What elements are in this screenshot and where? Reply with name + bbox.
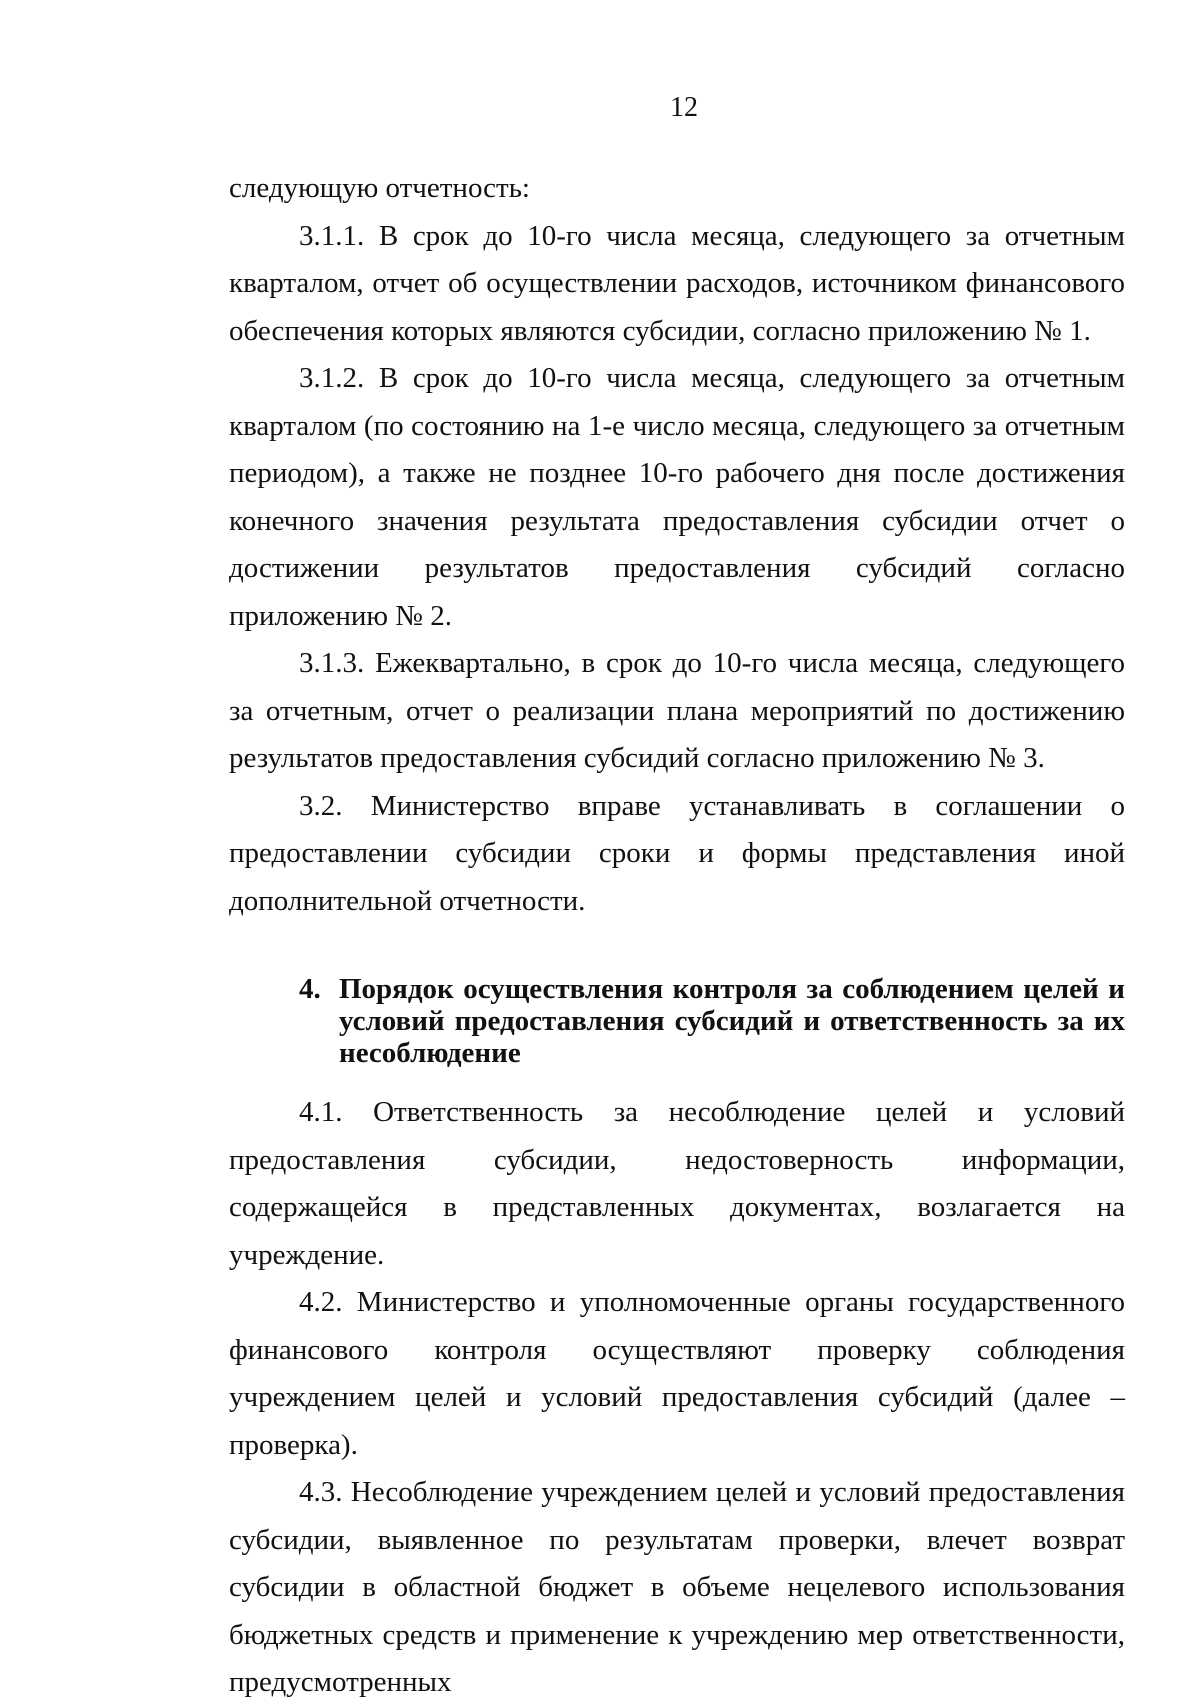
page-number: 12	[670, 92, 698, 123]
paragraph-continuation: следующую отчетность:	[229, 172, 530, 204]
paragraph-3-2: 3.2. Министерство вправе устанавливать в соглашении о предоставлении субсидии сроки и формы представления иной дополнительной отчетности.	[229, 789, 1125, 917]
section-4-title: Порядок осуществления контроля за соблюдением целей и условий предоставления субсидий и ответственность за их несоблюдение	[339, 973, 1125, 1069]
paragraph-3-1-3: 3.1.3. Ежеквартально, в срок до 10-го числа месяца, следующего за отчетным, отчет о реализации плана мероприятий по достижению результатов предоставления субсидий согласно приложению № 3.	[229, 647, 1125, 774]
paragraph-3-1-2: 3.1.2. В срок до 10-го числа месяца, следующего за отчетным кварталом (по состоянию на 1-е число месяца, следующего за отчетным периодом), а также не позднее 10-го рабочего дня после достижения конечного значения результата предоставления субсидии отчет о достижении результатов предоставления субсидий согласно приложению № 2.	[229, 362, 1125, 632]
document-body	[229, 165, 1125, 1707]
section-4-number: 4.	[299, 973, 321, 1005]
paragraph-4-1: 4.1. Ответственность за несоблюдение целей и условий предоставления субсидии, недостоверность информации, содержащейся в представленных документах, возлагается на учреждение.	[229, 1096, 1125, 1271]
section-4-heading	[229, 973, 1125, 1069]
paragraph-3-1-1: 3.1.1. В срок до 10-го числа месяца, следующего за отчетным кварталом, отчет об осуществлении расходов, источником финансового обеспечения которых являются субсидии, согласно приложению № 1.	[229, 219, 1125, 347]
paragraph-4-2: 4.2. Министерство и уполномоченные органы государственного финансового контроля осуществляют проверку соблюдения учреждением целей и условий предоставления субсидий (далее – проверка).	[229, 1286, 1125, 1461]
paragraph-4-3: 4.3. Несоблюдение учреждением целей и условий предоставления субсидии, выявленное по результатам проверки, влечет возврат субсидии в областной бюджет в объеме нецелевого использования бюджетных средств и применение к учреждению мер ответственности, предусмотренных	[229, 1476, 1125, 1698]
